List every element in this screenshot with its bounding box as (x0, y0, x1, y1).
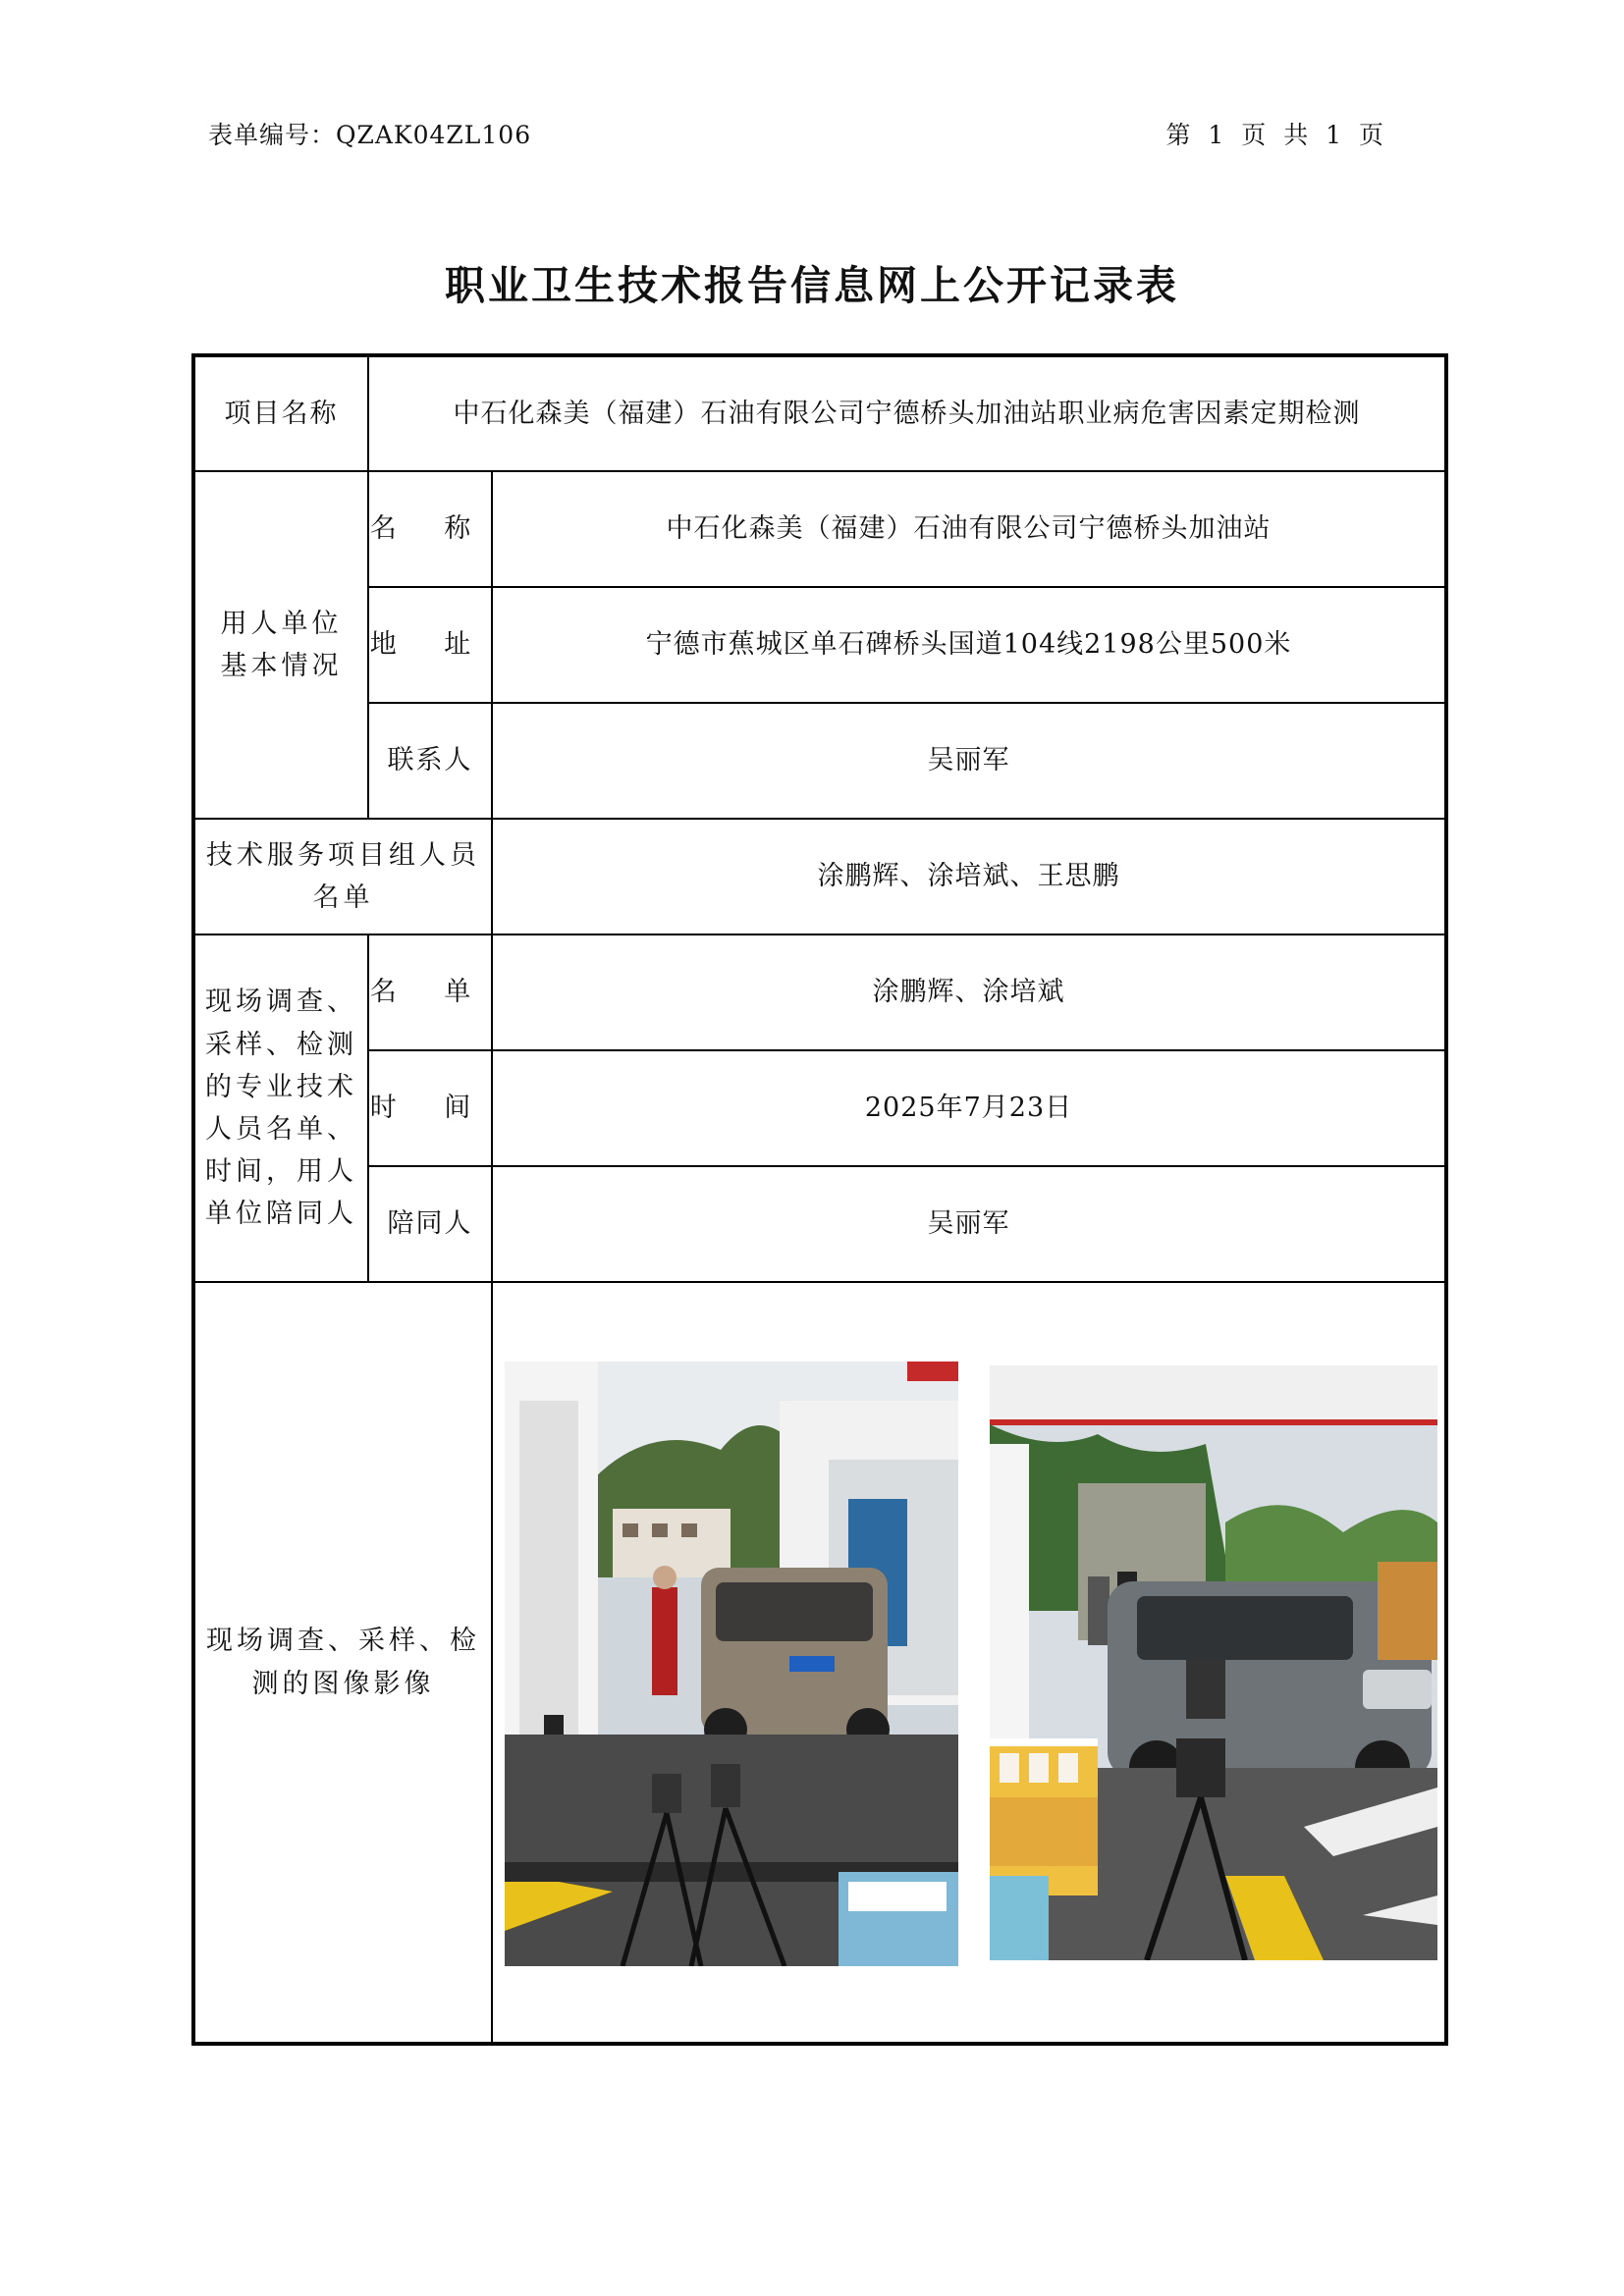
row-project-name (193, 355, 1446, 471)
row-images (193, 1282, 1446, 2044)
images-label: 现场调查、采样、检测的图像影像 (193, 1282, 492, 2044)
row-employer-contact (193, 703, 1446, 819)
row-field-names (193, 934, 1446, 1050)
photo-area (493, 1283, 1444, 2042)
images-cell (492, 1282, 1446, 2044)
project-name-value: 中石化森美（福建）石油有限公司宁德桥头加油站职业病危害因素定期检测 (368, 355, 1446, 471)
employer-label: 用人单位 基本情况 (193, 471, 368, 819)
field-time-value: 2025年7月23日 (492, 1050, 1446, 1166)
row-field-escort (193, 1166, 1446, 1282)
project-name-label: 项目名称 (193, 355, 368, 471)
row-team (193, 819, 1446, 934)
form-number: 表单编号：QZAK04ZL106 (208, 121, 532, 149)
page-info: 第 1 页 共 1 页 (1165, 121, 1384, 149)
employer-address-label: 地 址 (368, 587, 492, 703)
field-label: 现场调查、采样、检测的专业技术人员名单、时间，用人单位陪同人 (193, 934, 368, 1282)
field-names-label: 名 单 (368, 934, 492, 1050)
employer-contact-value: 吴丽军 (492, 703, 1446, 819)
employer-name-label: 名 称 (368, 471, 492, 587)
team-label: 技术服务项目组人员名单 (193, 819, 492, 934)
team-value: 涂鹏辉、涂培斌、王思鹏 (492, 819, 1446, 934)
row-employer-name (193, 471, 1446, 587)
row-field-time (193, 1050, 1446, 1166)
employer-address-value: 宁德市蕉城区单石碑桥头国道104线2198公里500米 (492, 587, 1446, 703)
field-escort-label: 陪同人 (368, 1166, 492, 1282)
record-table (191, 353, 1448, 2046)
site-photo-2 (990, 1365, 1437, 1960)
field-escort-value: 吴丽军 (492, 1166, 1446, 1282)
employer-contact-label: 联系人 (368, 703, 492, 819)
row-employer-address (193, 587, 1446, 703)
employer-name-value: 中石化森美（福建）石油有限公司宁德桥头加油站 (492, 471, 1446, 587)
field-names-value: 涂鹏辉、涂培斌 (492, 934, 1446, 1050)
site-photo-1 (505, 1362, 958, 1966)
field-time-label: 时 间 (368, 1050, 492, 1166)
document-title: 职业卫生技术报告信息网上公开记录表 (445, 262, 1179, 309)
